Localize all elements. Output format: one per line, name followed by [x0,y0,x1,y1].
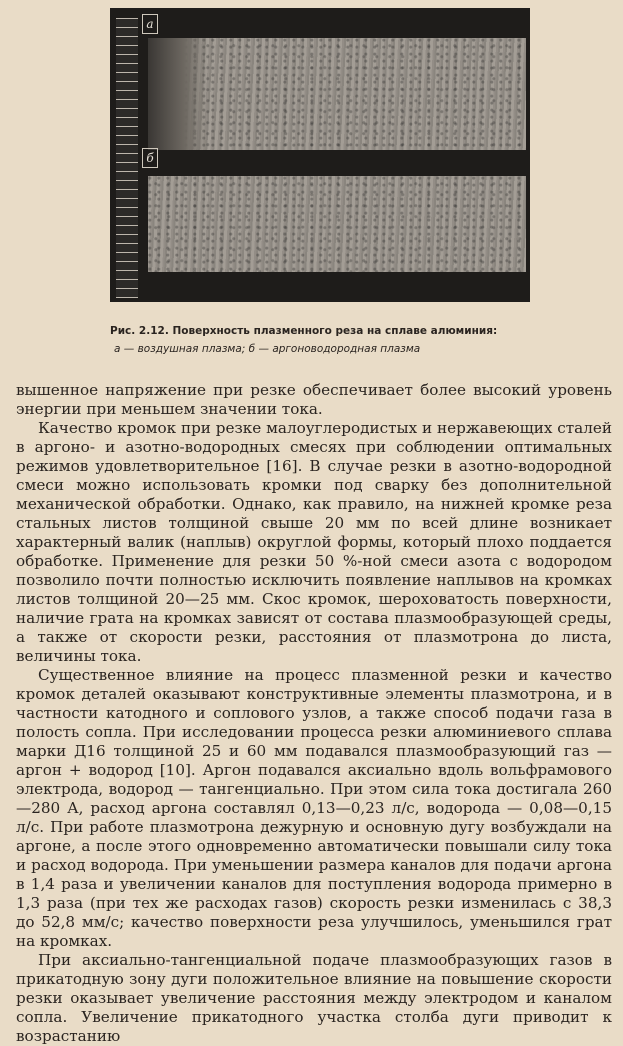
caption-title: Рис. 2.12. Поверхность плазменного реза на сплаве алюминия: [110,325,498,337]
figure-label-b: б [142,148,158,168]
body-text [16,381,612,1046]
figure-label-a: а [142,14,158,34]
paragraph-2: Качество кромок при резке малоуглеродистых и нержавеющих сталей в аргоно- и азотно-водородных смесях при соблюдении оптимальных режимов удовлетворительное [16]. В случае резки в азотно-водородной смеси можно использовать кромки под сварку без дополнительной механической обработки. Однако, как правило, на нижней кромке реза стальных листов толщиной свыше 20 мм по всей длине возникает характерный валик (наплыв) округлой формы, который плохо поддается обработке. Применение для резки 50 %-ной смеси азота с водородом позволило почти полностью исключить появление наплывов на кромках листов толщиной 20—25 мм. Скос кромок, шероховатость поверхности, наличие грата на кромках зависят от состава плазмообразующей среды, а также от скорости резки, расстояния от плазмотрона до листа, величины тока. [16,419,612,665]
figure-caption [110,322,610,358]
sample-plate-a [148,38,526,150]
paragraph-1: вышенное напряжение при резке обеспечивает более высокий уровень энергии при меньшем значении тока. [16,381,612,418]
caption-legend: а — воздушная плазма; б — аргоноводородная плазма [114,343,421,355]
sample-plate-b [148,176,526,272]
ruler-scale [116,18,138,298]
paragraph-4: При аксиально-тангенциальной подаче плазмообразующих газов в прикатодную зону дуги положительное влияние на повышение скорости резки оказывает увеличение расстояния между электродом и каналом сопла. Увеличение прикатодного участка столба дуги приводит к возрастанию [16,951,612,1045]
figure-photo [110,8,530,302]
paragraph-3: Существенное влияние на процесс плазменной резки и качество кромок деталей оказывают конструктивные элементы плазмотрона, и в частности катодного и соплового узлов, а также способ подачи газа в полость сопла. При исследовании процесса резки алюминиевого сплава марки Д16 толщиной 25 и 60 мм подавался плазмообразующий газ — аргон + водород [10]. Аргон подавался аксиально вдоль вольфрамового электрода, водород — тангенциально. При этом сила тока достигала 260—280 А, расход аргона составлял 0,13—0,23 л/с, водорода — 0,08—0,15 л/с. При работе плазмотрона дежурную и основную дугу возбуждали на аргоне, а после этого одновременно автоматически повышали силу тока и расход водорода. При уменьшении размера каналов для подачи аргона в 1,4 раза и увеличении каналов для поступления водорода примерно в 1,3 раза (при тех же расходах газов) скорость резки изменилась с 38,3 до 52,8 мм/с; качество поверхности реза улучшилось, уменьшился грат на кромках. [16,666,612,950]
